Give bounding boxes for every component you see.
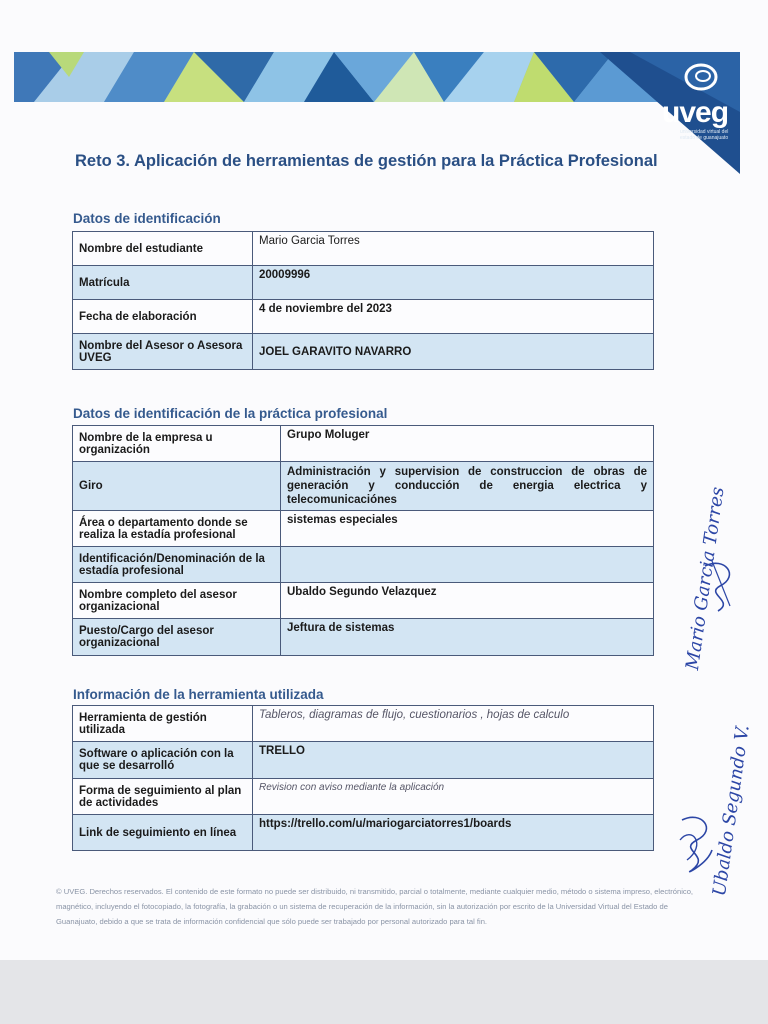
uveg-logo-text: uveg [662,96,729,129]
row-value: Mario Garcia Torres [253,232,654,266]
row-label: Matrícula [73,266,253,300]
row-label: Nombre del estudiante [73,232,253,266]
table-row [73,462,654,511]
scan-background [0,960,768,1024]
row-value: Revision con aviso mediante la aplicación [253,779,654,815]
table-row [73,583,654,619]
copyright-footer: © UVEG. Derechos reservados. El contenido de este formato no puede ser distribuido, ni transmitido, parcial o totalmente, mediante cualquier medio, método o sistema impreso, electrónico, magnético, incluyendo el fotocopiado, la fotografía, la grabación o un sistema de recuperación de la información, sin la autorización por escrito de la Universidad Virtual del Estado de Guanajuato, debido a que se trata de información confidencial que sólo puede ser trabajado por personal autorizado para tal fin. [56,887,694,926]
row-value: 20009996 [253,266,654,300]
row-label: Identificación/Denominación de la estadía profesional [73,547,281,583]
row-value: Jeftura de sistemas [281,619,654,656]
row-label: Forma de seguimiento al plan de actividades [73,779,253,815]
row-value: Ubaldo Segundo Velazquez [281,583,654,619]
signature-scribble-icon [700,556,750,616]
table-row [73,511,654,547]
row-label: Herramienta de gestión utilizada [73,706,253,742]
row-value: 4 de noviembre del 2023 [253,300,654,334]
row-label: Área o departamento donde se realiza la estadía profesional [73,511,281,547]
row-value: TRELLO [253,742,654,779]
student-signature: Mario Garcia Torres [682,485,729,672]
section-heading-practica: Datos de identificación de la práctica profesional [73,406,388,421]
row-label: Nombre de la empresa u organización [73,426,281,462]
row-label: Nombre completo del asesor organizacional [73,583,281,619]
row-value [281,547,654,583]
table-row [73,300,654,334]
row-label: Puesto/Cargo del asesor organizacional [73,619,281,656]
table-row [73,334,654,370]
table-row [73,619,654,656]
practice-table [72,425,654,656]
row-label: Software o aplicación con la que se desarrolló [73,742,253,779]
row-label: Fecha de elaboración [73,300,253,334]
signature-scribble-icon [672,810,722,880]
section-heading-herramienta: Información de la herramienta utilizada [73,687,324,702]
table-row [73,742,654,779]
table-row [73,779,654,815]
section-heading-identificacion: Datos de identificación [73,211,221,226]
table-row [73,815,654,851]
identification-table [72,231,654,370]
table-row [73,426,654,462]
row-value: JOEL GARAVITO NAVARRO [253,334,654,370]
row-label: Link de seguimiento en línea [73,815,253,851]
table-row [73,232,654,266]
row-label: Giro [73,462,281,511]
table-row [73,266,654,300]
table-row [73,547,654,583]
row-value: https://trello.com/u/mariogarciatorres1/boards [253,815,654,851]
row-value: Administración y supervision de construccion de obras de generación y conducción de energia electrica y telecomunicaciónes [281,462,654,511]
advisor-signature: Ubaldo Segundo V. [708,723,754,898]
uveg-logo-icon [683,62,719,92]
page-title: Reto 3. Aplicación de herramientas de gestión para la Práctica Profesional [75,152,658,170]
uveg-logo-subtitle: universidad virtual del estado de guanajuato [680,129,729,141]
table-row [73,706,654,742]
row-value: Grupo Moluger [281,426,654,462]
row-value: sistemas especiales [281,511,654,547]
row-value: Tableros, diagramas de flujo, cuestionarios , hojas de calculo [253,706,654,742]
tool-table [72,705,654,851]
row-label: Nombre del Asesor o Asesora UVEG [73,334,253,370]
